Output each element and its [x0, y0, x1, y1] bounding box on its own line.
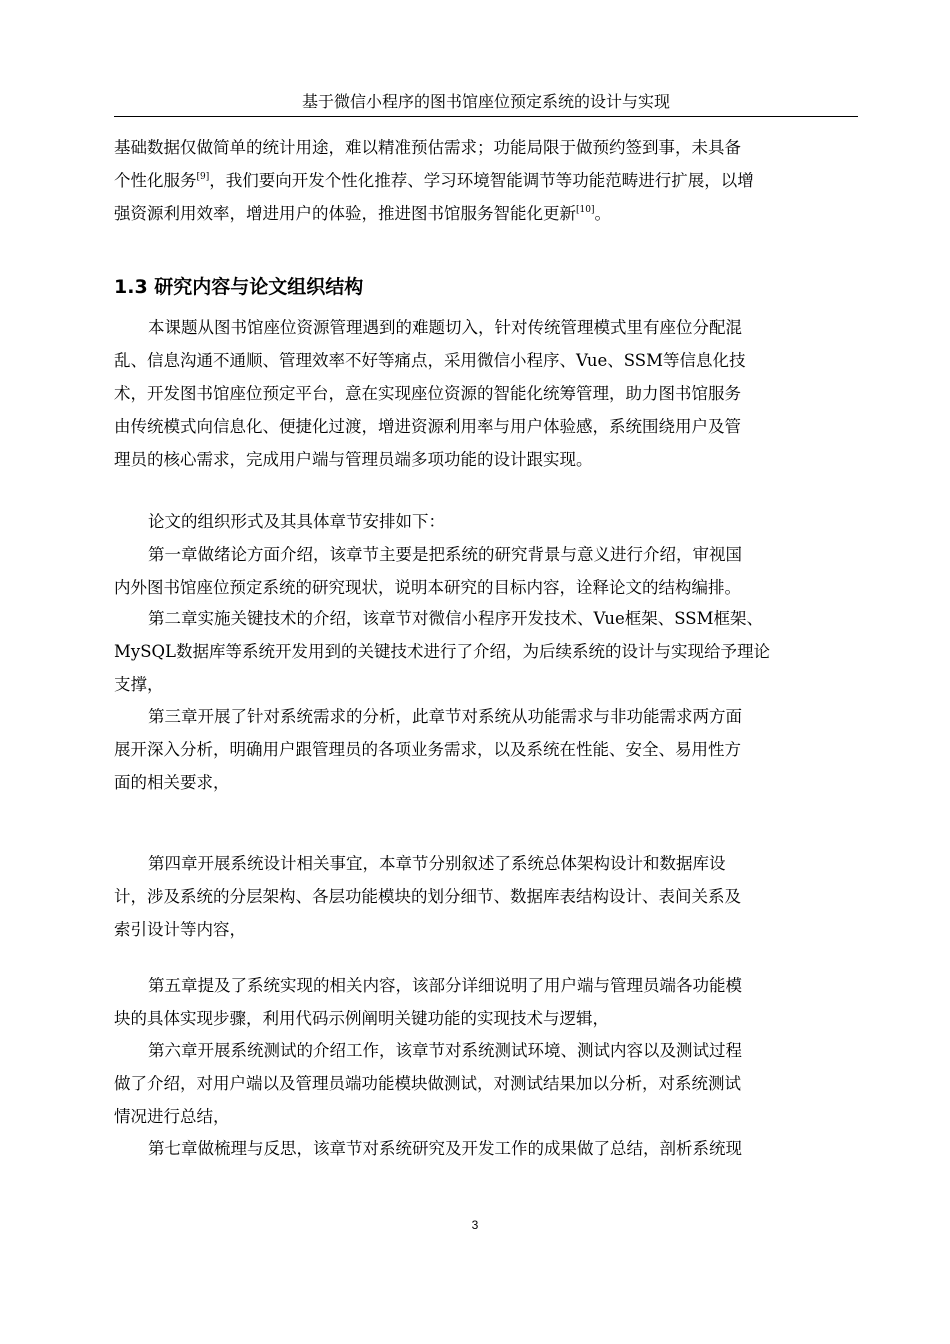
paragraph-line: 面的相关要求，	[114, 773, 230, 792]
paragraph-line: 个性化服务[9]，我们要向开发个性化推荐、学习环境智能调节等功能范畴进行扩展，以增	[114, 171, 754, 190]
paragraph-line: 第三章开展了针对系统需求的分析，此章节对系统从功能需求与非功能需求两方面	[148, 707, 742, 726]
header-title: 基于微信小程序的图书馆座位预定系统的设计与实现	[301, 92, 670, 111]
paragraph-line: 本课题从图书馆座位资源管理遇到的难题切入，针对传统管理模式里有座位分配混	[148, 318, 742, 337]
paragraph-line: 基础数据仅做简单的统计用途，难以精准预估需求；功能局限于做预约签到事，未具备	[114, 138, 741, 157]
paragraph-line: 乱、信息沟通不通顺、管理效率不好等痛点，采用微信小程序、Vue、SSM等信息化技	[114, 351, 746, 370]
paragraph-line: 论文的组织形式及其具体章节安排如下：	[148, 512, 445, 531]
paragraph-line: 第一章做绪论方面介绍，该章节主要是把系统的研究背景与意义进行介绍，审视国	[148, 545, 742, 564]
body-paragraph	[114, 969, 858, 1035]
page-number: 3	[471, 1218, 479, 1232]
body-paragraph	[114, 311, 858, 476]
paragraph-line: 第七章做梳理与反思，该章节对系统研究及开发工作的成果做了总结，剖析系统现	[148, 1139, 742, 1158]
body-paragraph	[114, 538, 858, 604]
paragraph-line: 支撑，	[114, 675, 164, 694]
body-paragraph	[114, 847, 858, 946]
paragraph-line: 由传统模式向信息化、便捷化过渡，增进资源利用率与用户体验感，系统围绕用户及管	[114, 417, 741, 436]
paragraph-line: 理员的核心需求，完成用户端与管理员端多项功能的设计跟实现。	[114, 450, 593, 469]
paragraph-line: 情况进行总结，	[114, 1107, 230, 1126]
paragraph-line: 强资源利用效率，增进用户的体验，推进图书馆服务智能化更新[10]。	[114, 204, 611, 223]
paragraph-line: 第四章开展系统设计相关事宜，本章节分别叙述了系统总体架构设计和数据库设	[148, 854, 726, 873]
paragraph-line: 做了介绍，对用户端以及管理员端功能模块做测试，对测试结果加以分析，对系统测试	[114, 1074, 741, 1093]
body-paragraph	[114, 1132, 858, 1165]
body-paragraph	[114, 602, 858, 701]
citation-ref: [10]	[576, 205, 595, 215]
body-paragraph	[114, 700, 858, 799]
paragraph-line: 内外图书馆座位预定系统的研究现状，说明本研究的目标内容，诠释论文的结构编排。	[114, 578, 741, 597]
paragraph-line: 计，涉及系统的分层架构、各层功能模块的划分细节、数据库表结构设计、表间关系及	[114, 887, 741, 906]
body-paragraph	[114, 1034, 858, 1133]
paragraph-line: 术，开发图书馆座位预定平台，意在实现座位资源的智能化统筹管理，助力图书馆服务	[114, 384, 741, 403]
paragraph-line: 第五章提及了系统实现的相关内容，该部分详细说明了用户端与管理员端各功能模	[148, 976, 742, 995]
paragraph-line: MySQL数据库等系统开发用到的关键技术进行了介绍，为后续系统的设计与实现给予理论	[114, 642, 771, 661]
paragraph-line: 索引设计等内容，	[114, 920, 246, 939]
paragraph-line: 第二章实施关键技术的介绍，该章节对微信小程序开发技术、Vue框架、SSM框架、	[148, 609, 763, 628]
intro-paragraph	[114, 131, 858, 230]
paragraph-line: 块的具体实现步骤，利用代码示例阐明关键功能的实现技术与逻辑，	[114, 1009, 609, 1028]
paragraph-line: 展开深入分析，明确用户跟管理员的各项业务需求，以及系统在性能、安全、易用性方	[114, 740, 741, 759]
body-paragraph	[114, 505, 858, 538]
page-header	[114, 88, 858, 117]
section-heading: 1.3 研究内容与论文组织结构	[114, 276, 364, 298]
citation-ref: [9]	[196, 172, 210, 182]
paragraph-line: 第六章开展系统测试的介绍工作，该章节对系统测试环境、测试内容以及测试过程	[148, 1041, 742, 1060]
